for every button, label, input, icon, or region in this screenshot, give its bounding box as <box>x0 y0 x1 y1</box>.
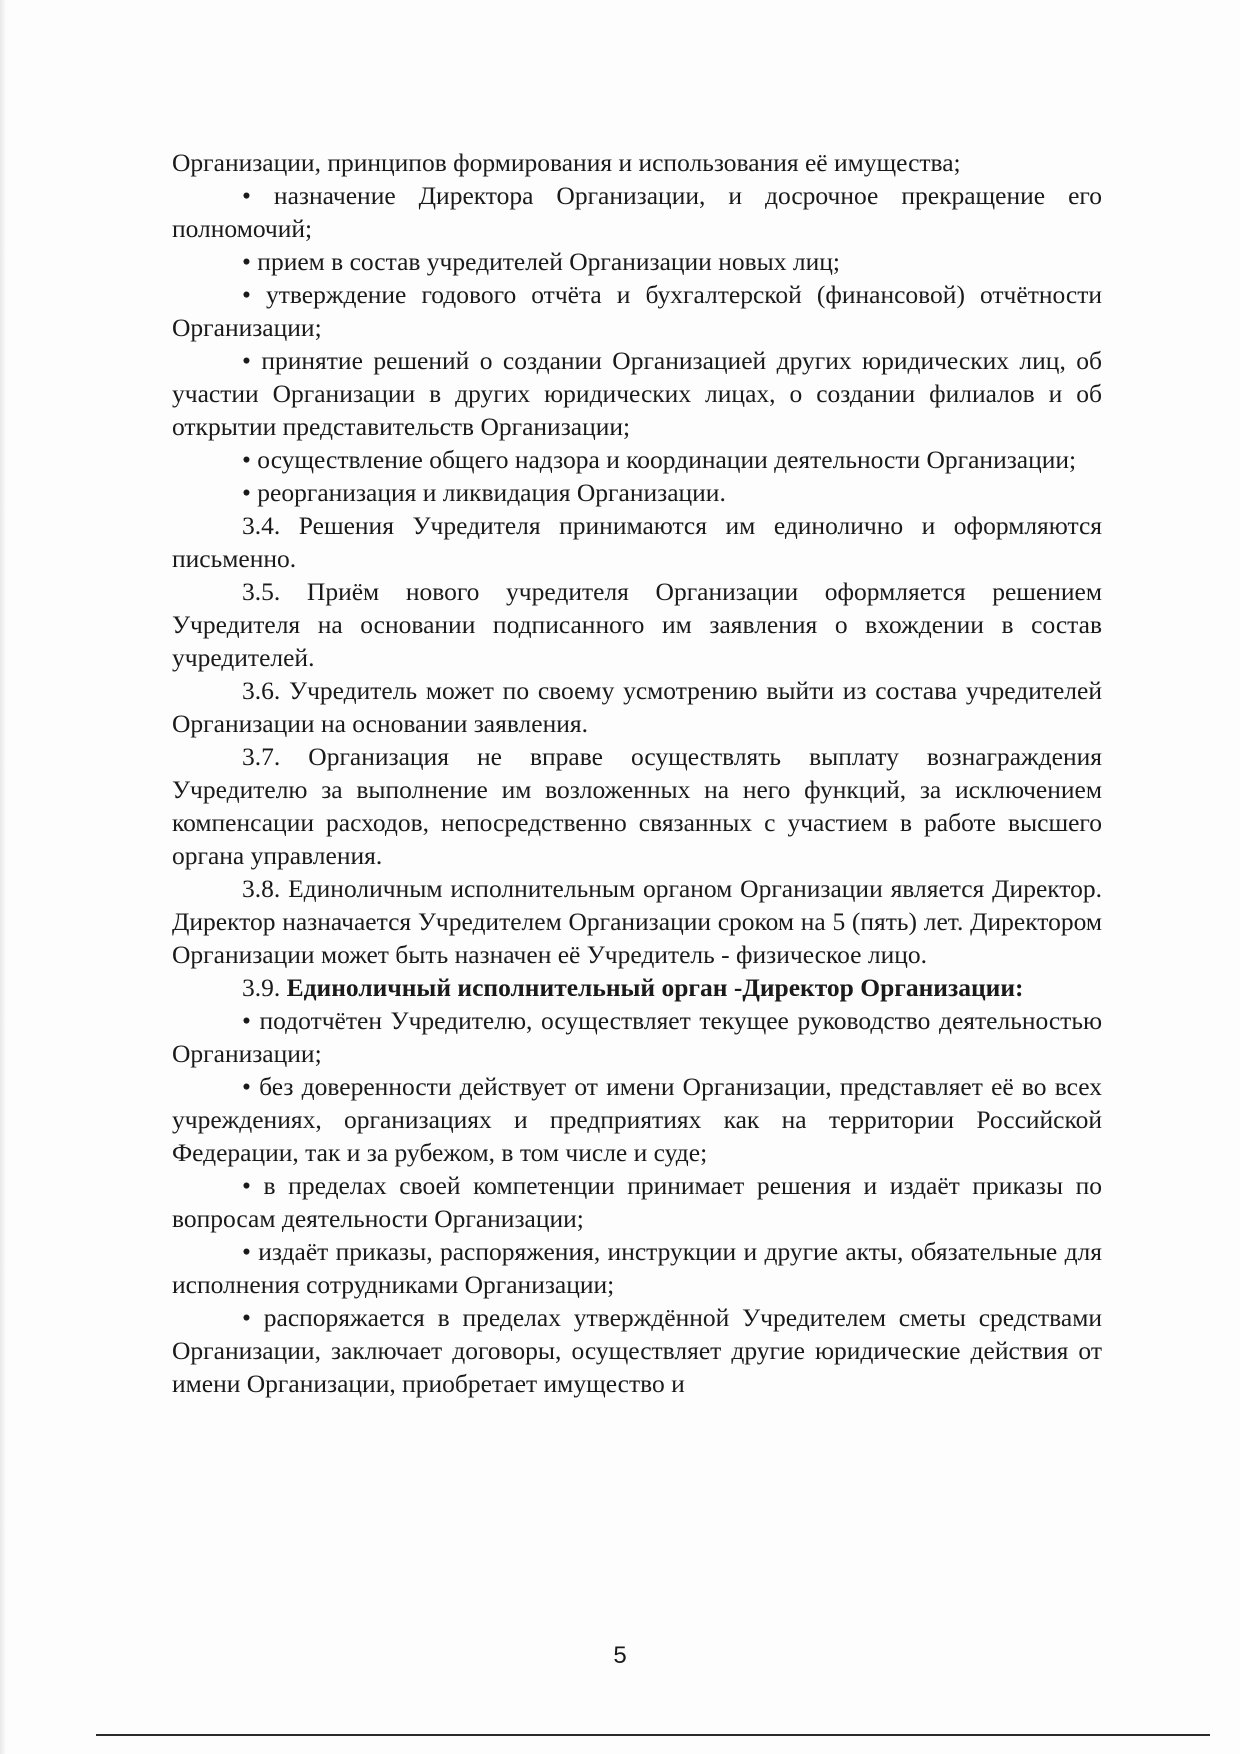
list-item: • прием в состав учредителей Организации новых лиц; <box>242 247 840 276</box>
clause-3-5: 3.5. Приём нового учредителя Организации оформляется решением Учредителя на основании подписанного им заявления о вхождении в состав учредителей. <box>172 577 1102 672</box>
clause-3-7: 3.7. Организация не вправе осуществлять выплату вознаграждения Учредителю за выполнение им возложенных на него функций, за исключением компенсации расходов, непосредственно связанных с участием в работе высшего органа управления. <box>172 742 1102 870</box>
clause-3-8: 3.8. Единоличным исполнительным органом Организации является Директор. Директор назначается Учредителем Организации сроком на 5 (пять) лет. Директором Организации может быть назначен её Учредитель - физическое лицо. <box>172 874 1102 969</box>
clause-number: 3.9. <box>242 973 281 1002</box>
clause-3-9 <box>172 971 1102 1004</box>
list-item: • распоряжается в пределах утверждённой Учредителем сметы средствами Организации, заключает договоры, осуществляет другие юридические действия от имени Организации, приобретает имущество и <box>172 1303 1102 1398</box>
scan-line <box>96 1734 1210 1736</box>
list-item: • утверждение годового отчёта и бухгалтерской (финансовой) отчётности Организации; <box>172 280 1102 342</box>
paragraph-continuation: Организации, принципов формирования и использования её имущества; <box>172 148 961 177</box>
list-item: • осуществление общего надзора и координации деятельности Организации; <box>242 445 1077 474</box>
list-item: • издаёт приказы, распоряжения, инструкции и другие акты, обязательные для исполнения сотрудниками Организации; <box>172 1237 1102 1299</box>
clause-3-4: 3.4. Решения Учредителя принимаются им единолично и оформляются письменно. <box>172 511 1102 573</box>
list-item: • в пределах своей компетенции принимает решения и издаёт приказы по вопросам деятельности Организации; <box>172 1171 1102 1233</box>
list-item: • назначение Директора Организации, и досрочное прекращение его полномочий; <box>172 181 1102 243</box>
scan-edge <box>0 0 6 1754</box>
clause-heading: Единоличный исполнительный орган -Директор Организации: <box>286 973 1024 1002</box>
list-item: • без доверенности действует от имени Организации, представляет её во всех учреждениях, организациях и предприятиях как на территории Российской Федерации, так и за рубежом, в том числе и суде; <box>172 1072 1102 1167</box>
page-number: 5 <box>613 1642 627 1669</box>
list-item: • принятие решений о создании Организацией других юридических лиц, об участии Организации в других юридических лицах, о создании филиалов и об открытии представительств Организации; <box>172 346 1102 441</box>
clause-3-6: 3.6. Учредитель может по своему усмотрению выйти из состава учредителей Организации на основании заявления. <box>172 676 1102 738</box>
list-item: • реорганизация и ликвидация Организации. <box>242 478 726 507</box>
document-body <box>172 146 1102 1400</box>
list-item: • подотчётен Учредителю, осуществляет текущее руководство деятельностью Организации; <box>172 1006 1102 1068</box>
